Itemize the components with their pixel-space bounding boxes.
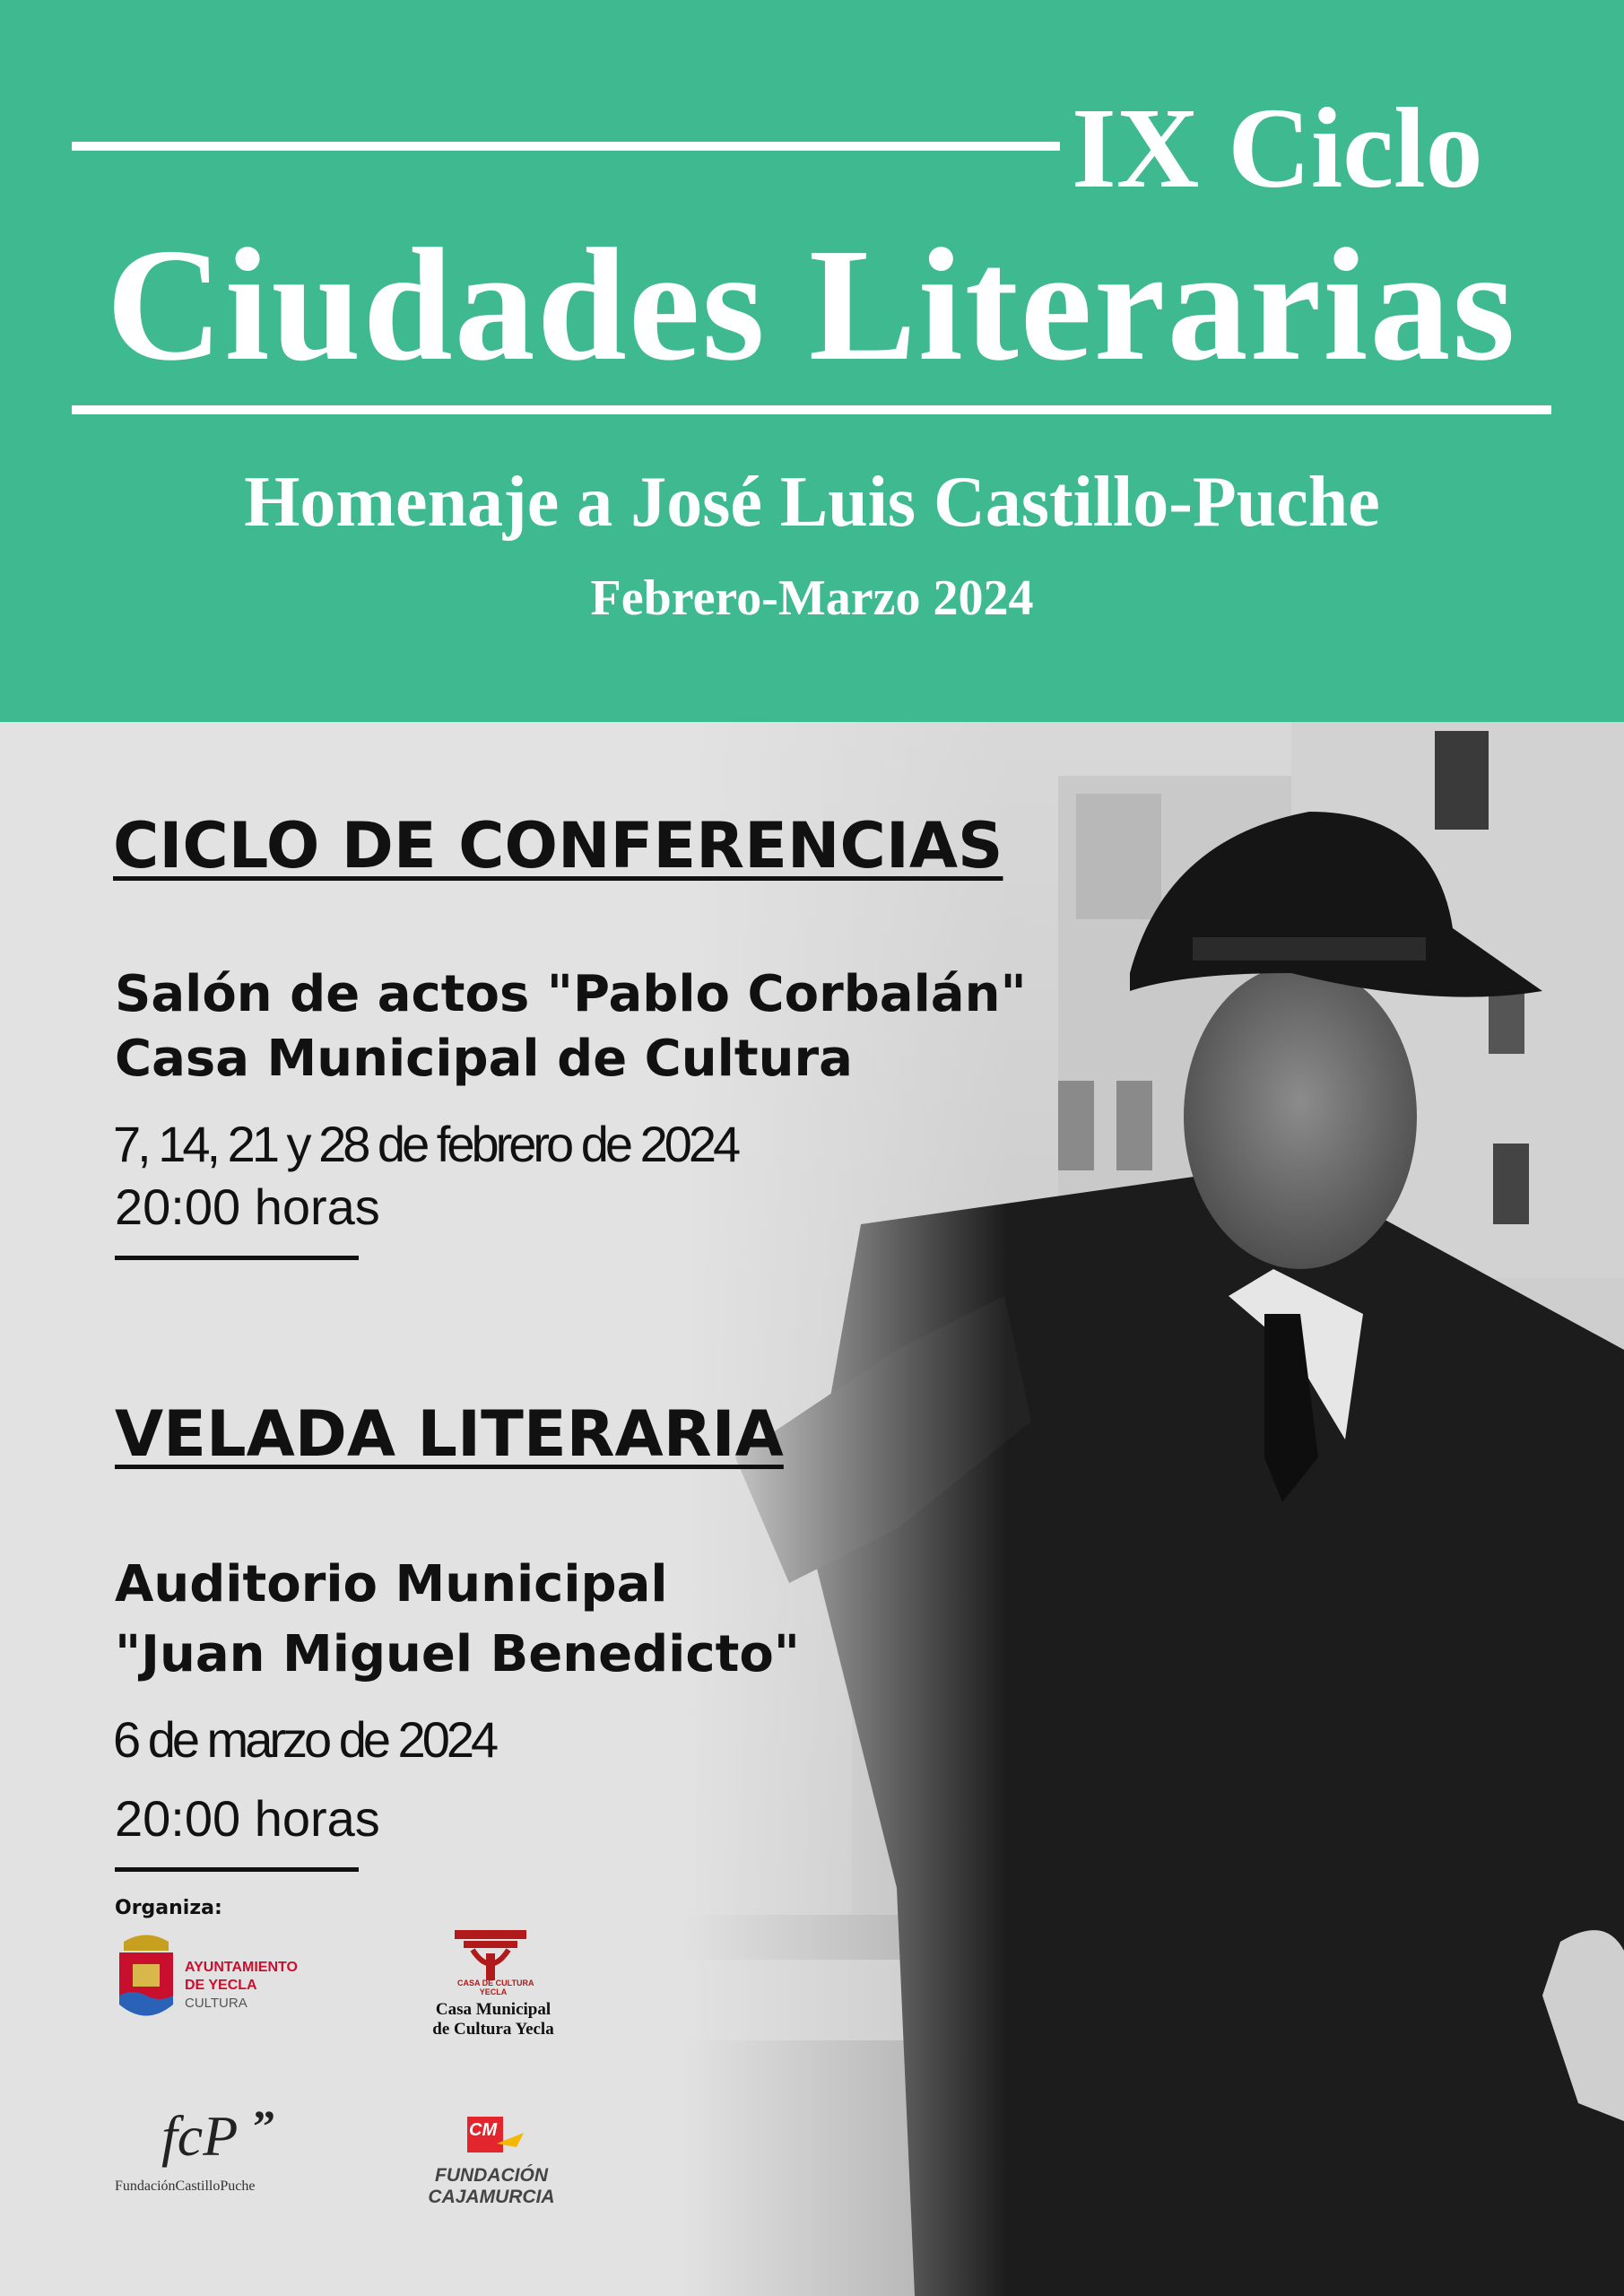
ayuntamiento-name-line3: CULTURA [185,1996,248,2011]
velada-title: VELADA LITERARIA [115,1397,784,1471]
casa-mark-line1: CASA DE CULTURA [457,1979,534,1987]
header-rule-bottom [72,405,1551,414]
conferences-venue-line2: Casa Municipal de Cultura [115,1030,853,1088]
fcp-name: FundaciónCastilloPuche [115,2179,256,2194]
conferences-date: 7, 14, 21 y 28 de febrero de 2024 [113,1116,738,1172]
cajamurcia-name-line1: FUNDACIÓN [435,2165,548,2186]
velada-venue-line1: Auditorio Municipal [115,1555,668,1613]
conferences-divider [115,1256,359,1260]
main-title: Ciudades Literarias [106,215,1517,394]
cm-mark: CM [469,2120,498,2140]
fundacion-cajamurcia-logo [420,2117,572,2215]
poster-content [0,722,1624,2296]
casa-name-line2: de Cultura Yecla [432,2020,554,2039]
header-band [0,0,1624,722]
fcp-mark: fcP [161,2104,239,2168]
conferences-title: CICLO DE CONFERENCIAS [113,809,1003,883]
casa-name-line1: Casa Municipal [435,2000,551,2019]
conferences-time: 20:00 horas [115,1178,380,1235]
cajamurcia-name-line2: CAJAMURCIA [428,2187,555,2207]
cycle-number: IX Ciclo [1072,84,1483,212]
velada-date: 6 de marzo de 2024 [113,1711,496,1768]
homage-subtitle: Homenaje a José Luis Castillo-Puche [244,463,1380,542]
velada-divider [115,1867,359,1872]
quote-mark-icon: ” [253,2100,275,2151]
ayuntamiento-logo [115,1933,321,2031]
velada-time: 20:00 horas [115,1790,380,1847]
ayuntamiento-name-line2: DE YECLA [185,1978,257,1993]
casa-mark-line2: YECLA [479,1987,508,1996]
header-rule-top [72,142,1060,151]
fundacion-castillo-puche-logo [115,2100,348,2202]
conferences-venue-line1: Salón de actos "Pablo Corbalán" [115,965,1027,1023]
dates-subtitle: Febrero-Marzo 2024 [590,570,1034,626]
coat-of-arms-icon [115,1933,178,2031]
casa-cultura-logo [413,1928,592,2063]
building-icon [450,1928,531,1982]
velada-venue-line2: "Juan Miguel Benedicto" [115,1625,800,1683]
organizers-label: Organiza: [115,1897,222,1919]
ayuntamiento-name-line1: AYUNTAMIENTO [185,1960,298,1975]
